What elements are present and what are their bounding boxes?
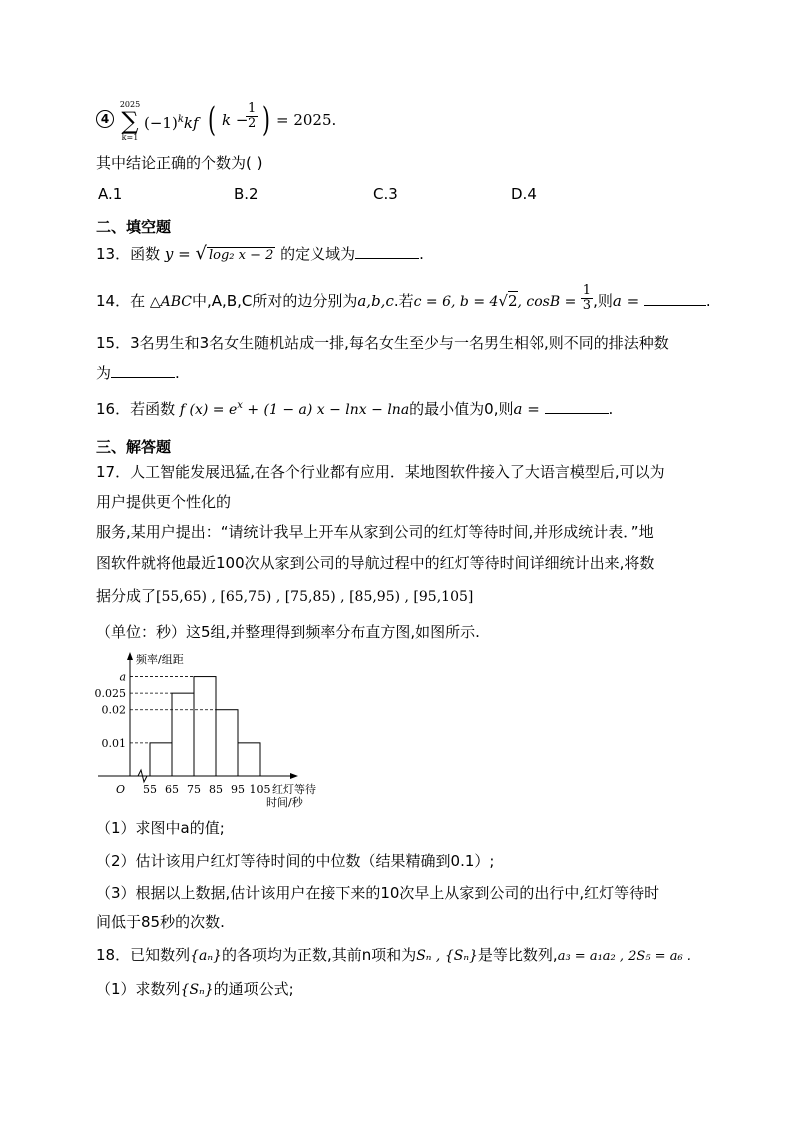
q14: 14．在 △ABC中,A,B,C所对的边分别为a,b,c.若c = 6, b = 4√2, cosB = $\frac{1}{3}$ ,则a = . [96, 283, 711, 313]
y-tick-label: 0.01 [101, 736, 126, 750]
q17-line5: 据分成了[55,65) , [65,75) , [75,85) , [85,95) , [95,105] [96, 587, 474, 605]
q18-line1: 18．已知数列{aₙ}的各项均为正数,其前n项和为Sₙ , {Sₙ}是等比数列,a₃ = a₁a₂ , 2S₅ = a₆ . [96, 946, 691, 964]
section-answer: 三、解答题 [96, 438, 172, 456]
expr-result: = 2025. [276, 111, 337, 129]
q17-line3: 服务,某用户提出：“请统计我早上开车从家到公司的红灯等待时间,并形成统计表．”地 [96, 523, 654, 541]
q13: 13．函数 y = √ log₂ x − 2 的定义域为 . [96, 243, 424, 264]
q13-radicand: log₂ x − 2 [208, 248, 274, 263]
x-tick-label: 55 [143, 783, 157, 796]
x-axis-label-unit: 时间/秒 [266, 796, 303, 809]
x-axis-arrow [290, 773, 298, 779]
q17-line4: 图软件就将他最近100次从家到公司的导航过程中的红灯等待时间详细统计出来,将数 [96, 554, 655, 572]
q17-intervals: [55,65) , [65,75) , [75,85) , [85,95) , [95,105] [156, 589, 474, 605]
frac-den: 2 [248, 116, 257, 131]
q17-sub1: （1）求图中a的值; [96, 819, 225, 837]
choice-d: D.4 [511, 185, 537, 203]
sum-symbol: 2025 ∑ k=1 [119, 100, 141, 142]
x-tick-label: 105 [249, 783, 271, 796]
choice-b: B.2 [234, 185, 259, 203]
histogram-bar [150, 743, 172, 776]
q15-line2: 为 . [96, 364, 180, 382]
section-fill-in: 二、填空题 [96, 218, 172, 236]
choice-c: C.3 [373, 185, 398, 203]
histogram-bar [194, 677, 216, 776]
histogram-bar [238, 743, 260, 776]
x-tick-label: 65 [165, 783, 179, 796]
q13-prefix: 13．函数 [96, 245, 161, 263]
y-tick-label: 0.02 [101, 703, 126, 717]
y-tick-label: 0.025 [94, 687, 126, 701]
x-tick-label: 75 [187, 783, 201, 796]
item-marker: 4 [96, 110, 114, 128]
histogram-bar [216, 710, 238, 776]
q17-line6: （单位：秒）这5组,并整理得到频率分布直方图,如图所示. [96, 623, 480, 641]
histogram-bar [172, 693, 194, 776]
y-tick-label: a [119, 670, 126, 684]
q12-prompt: 其中结论正确的个数为( ) [96, 154, 263, 172]
q13-func: y = [164, 245, 196, 263]
origin-label: O [116, 783, 126, 796]
q17-sub2: （2）估计该用户红灯等待时间的中位数（结果精确到0.1）; [96, 852, 495, 870]
frac-num: 1 [248, 101, 257, 116]
x-axis-label: 红灯等待 [272, 783, 316, 796]
q14-answer-blank[interactable] [644, 291, 706, 306]
histogram-group [95, 652, 317, 809]
q16: 16．若函数 f $(x) = e^x + (1 - a) x - \ln x - \ln a$的最小值为0,则a = . [96, 400, 614, 418]
sqrt-icon: √ [195, 243, 207, 264]
q13-answer-blank[interactable] [355, 244, 419, 259]
q17-line2: 用户提供更个性化的 [96, 493, 232, 511]
y-axis-arrow [127, 652, 133, 660]
q13-suffix: 的定义域为 [280, 245, 356, 263]
x-tick-label: 95 [231, 783, 245, 796]
sqrt-icon: √ [498, 292, 508, 310]
q18-sub1: （1）求数列{Sₙ}的通项公式; [96, 980, 294, 998]
q15-line1: 15．3名男生和3名女生随机站成一排,每名女生至少与一名男生相邻,则不同的排法种数 [96, 334, 669, 352]
sum-lower: k=1 [121, 133, 139, 142]
q16-answer-blank[interactable] [545, 399, 609, 414]
sum-upper: 2025 [119, 100, 141, 109]
q17-sub3a: （3）根据以上数据,估计该用户在接下来的10次早上从家到公司的出行中,红灯等待时 [96, 884, 660, 902]
expr-exp: k [177, 114, 184, 125]
choice-a: A.1 [98, 185, 123, 203]
q14-triangle: △ABC [149, 294, 193, 310]
q17-sub3b: 间低于85秒的次数. [96, 913, 225, 931]
x-tick-label: 85 [209, 783, 223, 796]
expr-a: (−1) [144, 114, 178, 132]
q17-line1: 17．人工智能发展迅猛,在各个行业都有应用．某地图软件接入了大语言模型后,可以为 [96, 463, 665, 481]
frequency-histogram [94, 650, 334, 810]
y-axis-label: 频率/组距 [136, 653, 184, 666]
q15-answer-blank[interactable] [111, 363, 175, 378]
expr-b: kf [183, 114, 199, 132]
